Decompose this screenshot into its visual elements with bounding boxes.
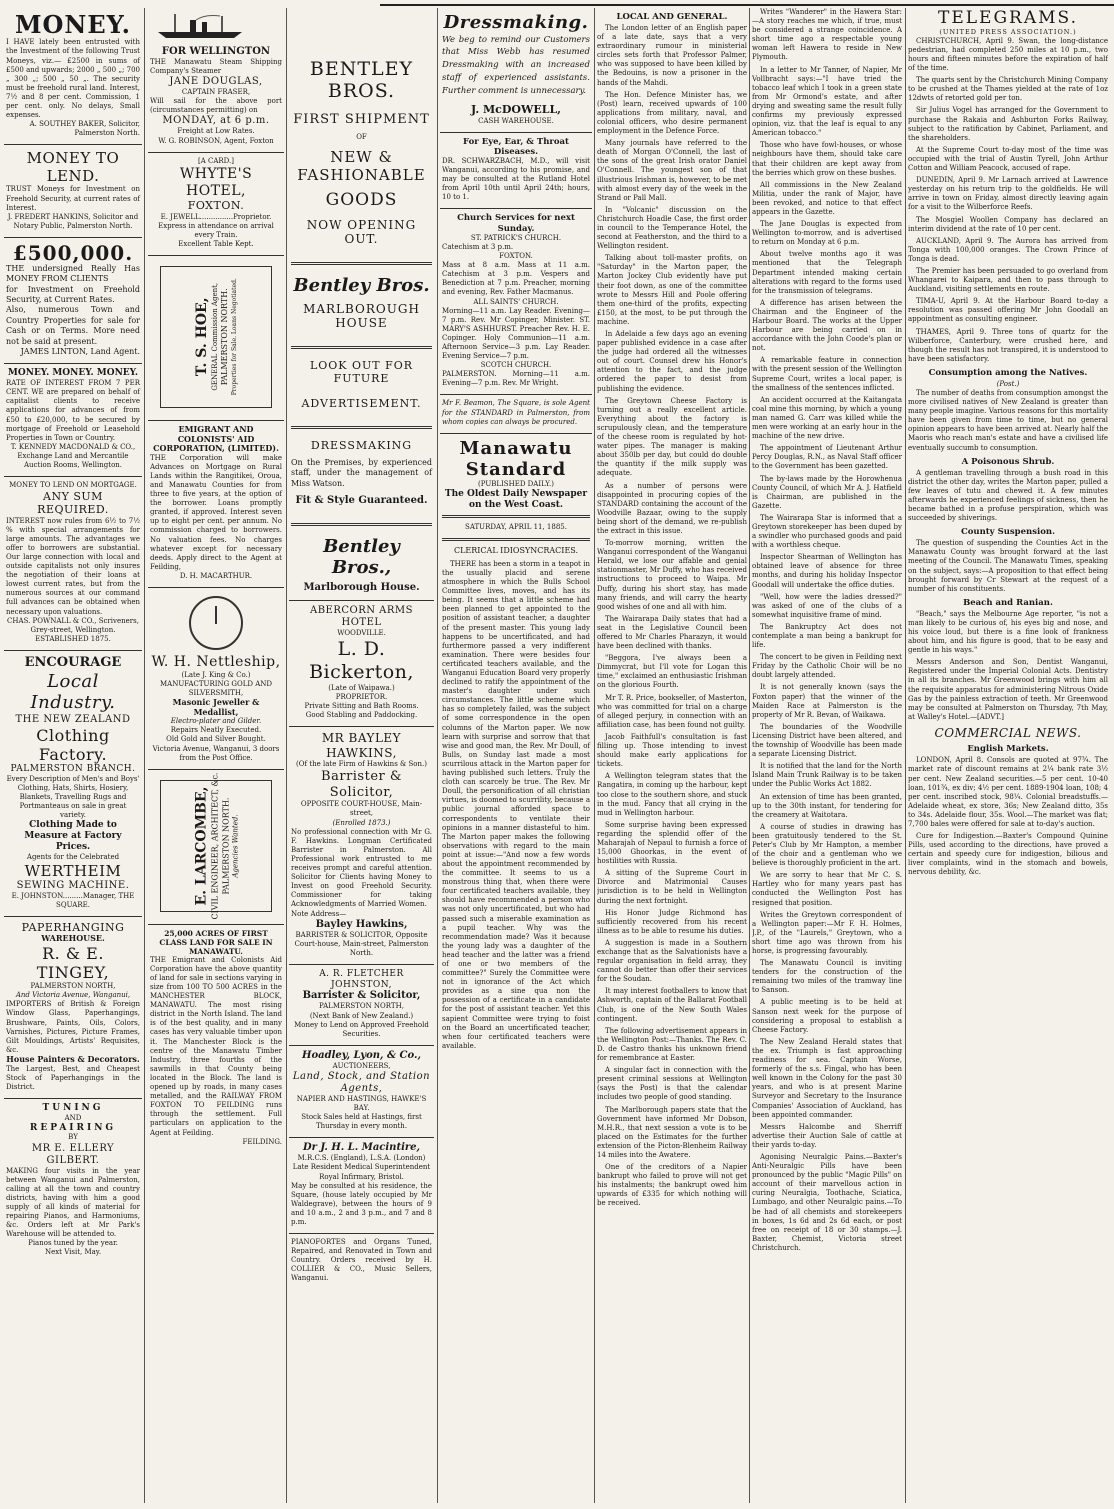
news-paragraph: The Jane Douglas is expected from Wellington to-morrow, and is advertised to return on Monday at 6 p.m. [752, 220, 902, 247]
macintire-body: May be consulted at his residence, the Square, (house lately occupied by Mr Waldegrave), between the hours of 9 and 10 a.m., 2 and 3 p.m., and 7 and 8 p.m. [291, 1181, 432, 1226]
news-paragraph: The Wairarapa Daily states that had a seat in the Legislative Council been offered to Mr Charles Pharazyn, it would have been declined with thanks. [597, 614, 747, 651]
fletcher-place: PALMERSTON NORTH, [319, 1002, 404, 1011]
beach-title: Beach and Ranian. [963, 597, 1053, 608]
news-paragraph: The appointment of Lieutenant Arthur Percy Douglas, R.N., as Naval Staff officer to the Government has been gazetted. [752, 444, 902, 471]
news-paragraph: As a number of persons were disappointed in procuring copies of the STANDARD containing the account of the Woodville Bazaar, owing to the supply being short of the demand, we re-publish the extract in this issue. [597, 481, 747, 535]
pianos-tuned: Pianos tuned by the year. [28, 1239, 118, 1248]
telegram: CHRISTCHURCH, April 9. Swan, the long-distance pedestrian, had completed 250 miles at 10 p.m., two hours and fifteen minutes before the expiration of half of the time. [908, 36, 1108, 73]
bentley-bros-2: Bentley Bros., [323, 536, 400, 579]
hawkins-title: MR BAYLEY HAWKINS, [321, 731, 402, 760]
whytes-express: Express in attendance on arrival every Train. [158, 221, 274, 239]
lend-title: MONEY TO LEND. [26, 149, 120, 186]
column-rule [286, 8, 287, 1503]
news-paragraph: "Beggora, I've always been a Dimmycrat, but I'll vote for Logan this time," exclaimed an enthusiastic Irishman on the glorious Fourth. [597, 654, 747, 690]
larcombe-vertical-box [160, 772, 272, 920]
hoadley-place: NAPIER AND HASTINGS, HAWKE'S BAY. [296, 1094, 427, 1113]
bickerton-rooms: Private Sitting and Bath Rooms. [304, 702, 419, 711]
wertheim: WERTHEIM [24, 861, 122, 880]
news-paragraph: A difference has arisen between the Chairman and the Engineer of the Harbour Board. The works at the Upper Harbour are being carried on in accordance with the John Coode's plan or not. [752, 298, 902, 353]
article-body: THERE has been a storm in a teapot in the usually placid and serene atmosphere in which the Bulls School Committee lives, moves, and has its being. It seems that a little scheme had been planned to get appointed to the position of assistant teacher, a daughter of the present master. This young lady happens to be uncertificated, and had furthermore passed a very indifferent examination. There were besides four certificated teachers available, and the Wanganui Education Board very properly declined to ratify the appointment of the master's daughter under such circumstances. The little scheme which has so completely failed, was the subject of some correspondence in the open columns of the Marton paper. We now learn with surprise and sorrow that that wise and good man, the Rev. Mr Doull, of Bulls, on Sunday last made a most scurrilous attack in the Marton paper for having published such letters. Truly the cloth can scarcely be true. The Rev. Mr Doull, the personification of all christian virtues, is doomed to scurrility, because a public journal afforded space to correspondents to ventilate their opinions in a manner distasteful to him. The Marton paper makes the following observations with regard to the main point at issue:—"And now a few words about the appointment recommended by the committee. It seems to us a monstrous thing that, when there were four certificated teachers available, they should have recommended a person who was not only uncertificated, but who had passed such a miserable examination as a pupil teacher. Why was the recommendation made? Was it because the young lady was a daughter of the head teacher and the latter was a friend of one or two members of the committee?" Surely the Committee were not in ignorance of the Act which provides as a sine qua non the possession of a certificate in a candidate for the post of assistant teacher. Yet this sapient Committee were trying to foist on the Board an uncertificated teacher, when four certificated teachers were available. [442, 559, 590, 1050]
lend-signature: J. FREDERT HANKINS, Solicitor and Notary Public, Palmerston North. [7, 212, 139, 230]
fletcher-name: A. R. FLETCHER JOHNSTON, [319, 968, 404, 990]
news-paragraph: The following advertisement appears in the Wellington Post:—Thanks. The Rev. C. D. de Castro thanks his unknown friend for remembrance at Easter. [597, 1026, 747, 1063]
news-paragraph: To-morrow morning, written the Wanganui correspondent of the Wanganui Herald, we lose our affable and genial stationmaster, Mr Duffy, who has received instructions to proceed to Waipa. Mr Duffy, during his short stay, has made many friends, and will carry the hearty good wishes of one and all with him. [597, 539, 747, 611]
emigrant-title: EMIGRANT AND COLONISTS' AID CORPORATION, (LIMITED). [153, 423, 279, 454]
hoe-vertical-box [160, 266, 272, 408]
news-paragraph: Agonising Neuralgic Pains.—Baxter's Anti-Neuralgic Pills have been pronounced by the public "Magic Pills" on account of their marvellous action in curing Neuralgia, Toothache, Sciatica, Lumbago, and other Neuralgic pains.—To be had of all chemists and storekeepers in boxes, 1s 6d and 2s 6d each, or post free on receipt of 18 or 30 stamps.—J. Baxter, Chemist, Victoria street Christchurch. [752, 1152, 902, 1252]
telegrams-title: TELEGRAMS. [938, 8, 1078, 28]
linton-body-3: Also, numerous Town and Country Properties for sale for Cash or on Terms. More need not be said at present. [6, 305, 140, 346]
news-paragraph: Talking about toll-master profits, on "Saturday" in the Marton paper, the Marton Jockey Club evidently have put their foot down, as one of the committee wrote to Messrs Hill and Poole offering them one-third of the profits, expecting £150, at the most, to be put through the machine. [597, 254, 747, 326]
nettleship-masonic: Masonic Jeweller & Medallist, [172, 697, 260, 717]
ship-captain: CAPTAIN FRASER, [181, 88, 251, 97]
mmm-signature: T. KENNEDY MACDONALD & CO., Exchange Land and Mercantile Auction Rooms, Wellington. [10, 442, 136, 470]
gilbert-ad [4, 1099, 142, 1264]
mmm-body: RATE OF INTEREST FROM 7 PER CENT. WE are prepared on behalf of capitalist clients to receive applications for advances of from £50 to £20,000, to be secured by mortgage of Freehold or Leasehold Properties in Town or Country. [6, 379, 140, 442]
nettleship-name: W. H. Nettleship, [151, 654, 281, 670]
news-paragraph: The New Zealand Herald states that the ex. Triumph is fast approaching readiness for sea. Captain Worse, formerly of the s.s. Fingal, who has been well known in the Colony for the past 30 years, and who is at present Marine Surveyor and Secretary to the Insurance Companies' Association of Auckland, has been appointed commander. [752, 1037, 902, 1119]
news-paragraph: Messrs Halcombe and Sherriff advertise their Auction Sale of cattle at their yards to-day. [752, 1122, 902, 1149]
agents-for: Agents for the Celebrated [26, 852, 120, 861]
english-markets-title: English Markets. [967, 744, 1049, 755]
card: [A CARD.] [197, 156, 234, 165]
any-sum-body: INTEREST now rules from 6½ to 7½ % with special arrangements for large amounts. The advantages we offer to borrowers are substantial. Our large connection with local and outside capitalists not only insures the negotiation of their loans at lowest current rates, but from the numerous sources at our command full advances can be obtained when necessary upon valuations. [6, 516, 140, 616]
hawkins-note: Note Address— [291, 909, 347, 918]
news-paragraph: Mr T. R. Price, bookseller, of Masterton, who was committed for trial on a charge of alleged perjury, in connection with an affiliation case, has been found not guilty. [597, 693, 747, 729]
clock-icon [189, 596, 243, 650]
painters: House Painters & Decorators. [6, 1053, 140, 1064]
money-ad [4, 8, 142, 145]
hawkins-name: Bayley Hawkins, [315, 918, 408, 930]
fletcher-next: (Next Bank of New Zealand.) [309, 1011, 414, 1020]
news-paragraph: Some surprise having been expressed regarding the splendid offer of the Maharajah of Nepaul to furnish a force of 15,000 Ghoorkas, in the event of hostilities with Russia. [597, 820, 747, 866]
abercorn-place: WOODVILLE. [337, 629, 386, 638]
column-rule [905, 8, 906, 1503]
news-paragraph: A singular fact in connection with the present criminal sessions at Wellington (says the Post) is that the calendar includes two people of good standing. [597, 1066, 747, 1102]
hoadley-name: Hoadley, Lyon, & Co., [302, 1049, 421, 1061]
hoe-place: PALMERSTON NORTH. [220, 288, 230, 386]
agent-notice [440, 395, 592, 433]
tingey-place: PALMERSTON NORTH, [30, 982, 116, 991]
news-paragraph: It is not generally known (says the Foxton paper) that the winner of the Maiden Race at Palmerston is the property of Mr R. Bevan, of Waikawa. [752, 683, 902, 719]
news-paragraph: Those who have fowl-houses, or whose neighbours have them, should take care that their children are kept away from the berries which grow on these bushes. [752, 141, 902, 177]
larcombe-agencies: Agencies Wanted. [230, 814, 239, 878]
hoadley-auctioneers: AUCTIONEERS, [332, 1061, 391, 1070]
news-paragraph: The by-laws made by the Horowhenua County Council, of which Mr A. J. Hatfield is Chairman, are published in the Gazette. [752, 474, 902, 510]
st-patricks: ST. PATRICK'S CHURCH. [470, 233, 562, 242]
clothing-factory: Clothing Factory. [36, 725, 110, 764]
encourage: ENCOURAGE [24, 654, 122, 670]
telegrams-sub: (UNITED PRESS ASSOCIATION.) [939, 28, 1077, 37]
hawkins-address: OPPOSITE COURT-HOUSE, Main-street, [300, 800, 423, 818]
larcombe-name: E. LARCOMBE, [192, 786, 209, 906]
bentley-marlborough: MARLBOROUGH HOUSE [303, 302, 420, 331]
nettleship-ad [148, 588, 284, 770]
telegram: Sir Julius Vogel has arranged for the Government to purchase the Rakaia and Ashburton Forks Railway, subject to the ratification by Cabinet, Parliament, and the shareholders. [908, 106, 1108, 142]
masthead-title: Manawatu Standard [459, 437, 573, 480]
all-saints-services: Morning—11 a.m. Lay Reader. Evening—7 p.m. Rev. Mr Copinger, Minister. ST. MARY'S ASHHURST. Preacher Rev. H. E. Copinger. Holy Communion—11 a.m. Afternoon Service—3 p.m. Lay Reader. Evening Service—7 p.m. [442, 306, 590, 361]
linton-ad [4, 238, 142, 365]
nettleship-late: (Late J. King & Co.) [181, 670, 251, 679]
news-paragraph: His Honor Judge Richmond has sufficiently recovered from his recent illness as to be able to resume his duties. [597, 908, 747, 935]
whytes-place: FOXTON. [187, 199, 245, 213]
larcombe-place: PALMERSTON NORTH. [220, 797, 230, 895]
hoe-loans: Properties for Sale. Loans Negotiated. [230, 278, 238, 396]
news-paragraph: We are sorry to hear that Mr C. S. Hartley who for many years past has conducted the Wellington Post has resigned that position. [752, 871, 902, 907]
news-paragraph: One of the creditors of a Napier bankrupt who failed to prove will not get his instalments; the bankrupt owed him upwards of £335 for which nothing will be received. [597, 1163, 747, 1208]
tuning-by: BY [68, 1133, 78, 1142]
issue-date: SATURDAY, APRIL 11, 1885. [465, 523, 567, 532]
news-paragraph: Many journals have referred to the death of Morgan O'Connell, the last of the sons of the great Irish orator Daniel O'Connell. The youngest son of that illustrious Irishman is, however, to be met with almost every day of the week in the Strand or Pall Mall. [597, 139, 747, 202]
ship-body-2: Will sail for the above port (circumstances permitting) on [150, 97, 282, 115]
lend-body: TRUST Moneys for Investment on Freehold Security, at current rates of Interest. [6, 185, 140, 212]
news-paragraph: "Well, how were the ladies dressed?" was asked of one of the clubs of a somewhat inquisitive frame of mind. [752, 592, 902, 619]
news-paragraph: Inspector Shearman of Wellington has obtained leave of absence for three months, and during his holiday Inspector Goodall will undertake the office duties. [752, 553, 902, 589]
sewing-machine: SEWING MACHINE. [16, 879, 130, 891]
nettleship-electro: Electro-plater and Gilder. [170, 717, 262, 726]
palmerston-branch: PALMERSTON BRANCH. [10, 764, 136, 775]
dressmaking-title: DRESSMAKING [310, 439, 413, 453]
news-paragraph: In Adelaide a few days ago an evening paper published evidence in a case after the judge had ordered all the witnesses out of court. Counsel drew his Honor's attention to the fact, and the judge ordered the paper to desist from publishing the evidence. [597, 330, 747, 393]
consumption-source: (Post.) [996, 379, 1020, 388]
big-amount: £500,000. [12, 240, 134, 265]
column-6 [752, 8, 902, 1503]
hawkins-firm: (Of the late Firm of Hawkins & Son.) [296, 760, 427, 769]
news-paragraph: A Wellington telegram states that the Rangatira, in coming up the harbour, kept too close to the southern shore, and stuck in the mud. Fancy that all crying in the mud in Wellington harbour. [597, 772, 747, 817]
bentley-marlborough-2: Marlborough House. [303, 582, 420, 594]
tingey-body: IMPORTERS of British & Foreign Window Glass, Paperhangings, Brushware, Paints, Oils, Colors, Varnishes, Pictures, Picture Frames, Gilt Mouldings, Artists' Requisites, &c. [6, 1000, 140, 1054]
bickerton-role: PROPRIETOR. [335, 693, 388, 702]
tuning: TUNING [42, 1102, 104, 1113]
acres-body: THE Emigrant and Colonists Aid Corporation have the above quantity of land for sale in sections varying in size from 100 TO 500 ACRES in the MANCHESTER BLOCK, MANAWATU. The most rising district in the North Island. The land is of the best quality, and in many cases has very valuable timber upon it. The Manchester Block is the centre of the Manawatu Timber Industry, three fourths of the sawmills in that County being located in the Block. The land is opened up by roads, in many cases metalled, and the RAILWAY FROM FOXTON TO FEILDING runs through the settlement. Full particulars on application to the Agent at Feilding. [150, 955, 282, 1137]
county-body: The question of suspending the Counties Act in the Manawatu County was brought forward at the last meeting of the Council. The Manawatu Times, speaking on the subject, says:—A proposition to that effect being brought forward by Cr Stewart at the request of a number of his constituents. [908, 539, 1108, 593]
hawkins-role: Barrister & Solicitor, [321, 769, 402, 800]
dressmaking-body: On the Premises, by experienced staff, under the management of Miss Watson. [291, 458, 432, 488]
eye-title: For Eye, Ear, & Throat Diseases. [463, 136, 569, 157]
clothing-factory-ad [4, 651, 142, 917]
ship-name: JANE DOUGLAS, [169, 76, 263, 88]
commercial-title: COMMERCIAL NEWS. [934, 725, 1082, 740]
telegram: The Premier has been persuaded to go overland from Whangarei to Kaipara, and then to pass through to Auckland, visiting settlements en route. [908, 266, 1108, 294]
scotch-services: PALMERSTON. Morning—11 a.m. Evening—7 p.m. Rev. Mr Wright. [442, 370, 590, 388]
hoadley-agents: Land, Stock, and Station Agents, [292, 1070, 431, 1094]
tuning-and: AND [64, 1113, 82, 1122]
local-general-body [597, 24, 747, 1209]
news-paragraph: The concert to be given in Feilding next Friday by the Catholic Choir will be no doubt largely attended. [752, 653, 902, 680]
hawkins-enrolled: (Enrolled 1873.) [332, 818, 391, 827]
bayley-hawkins-ad [289, 727, 434, 965]
clothing-made: Clothing Made to Measure at Factory Prices. [24, 820, 122, 852]
tingey-place-2: And Victoria Avenue, Wanganui, [15, 991, 131, 1000]
macintire-ad [289, 1138, 434, 1234]
steamer-ad [148, 8, 284, 153]
macintire-late: Late Resident Medical Superintendent Royal Infirmary, Bristol. [292, 1163, 431, 1181]
money-title: MONEY. [14, 10, 132, 39]
nettleship-trade: MANUFACTURING GOLD AND SILVERSMITH, [159, 679, 273, 697]
emigrant-body: THE Corporation will make Advances on Mortgage on Rural Lands within the Rangitikei, Oroua, and Manawatu Counties for from three to five years, at the option of the borrower. Loans promptly granted, if approved. Interest seven up to eight per cent. per annum. No commission charged to borrowers. No valuation fees. No charges whatever except for necessary deeds. Apply direct to the Agent at Feilding, [150, 453, 282, 571]
bickerton-name: L. D. Bickerton, [309, 638, 414, 684]
bentley-new: NEW & FASHIONABLE [297, 148, 426, 185]
warehouse: WAREHOUSE. [41, 933, 105, 944]
hoe-agent: GENERAL Commission Agent, [211, 283, 220, 391]
news-paragraph: A remarkable feature in connection with the present session of the Wellington Supreme Court, writes a local paper, is the smallness of the sentences inflicted. [752, 356, 902, 392]
mcdowell-name: J. McDOWELL, [470, 103, 562, 117]
telegram: At the Supreme Court to-day most of the time was occupied with the trial of Austin Tyrell, John Arthur Cotton and William Peacock, accused of rape. [908, 145, 1108, 173]
news-paragraph: The Wairarapa Star is informed that a Greytown storekeeper has been duped by a swindler who purchased goods and paid with a worthless cheque. [752, 513, 902, 550]
hawkins-body: No professional connection with Mr G. F. Hawkins. Longman Certificated Barrister in Palmerston. All Professional work entrusted to me receives prompt and careful attention. Solicitor for Clients having Money to Invest on good Freehold Security. Commissioner for taking Acknowledgments of Married Women. [291, 827, 432, 909]
dentist-body: Messrs Anderson and Son, Dentist Wanganui, Registered under the Imperial Colonial Acts. Dentistry in all its branches. Mr Greenwood brings with him all the requisite apparatus for administering Nitrous Oxide Gas by the painless extraction of teeth. Mr Greenwood may be consulted at Palmerston on Thursday, 7th May, at Walley's Hotel.—[ADVT.] [908, 658, 1108, 721]
news-paragraph: The London letter of an English paper of a late date, says that a very extraordinary rumour in ministerial circles sets forth that Professor Palmer, who was supposed to have been killed by the Bedouins, is now a prisoner in the hands of the Mahdi. [597, 24, 747, 87]
telegram: The Mosgiel Woollen Company has declared an interim dividend at the rate of 10 per cent. [908, 215, 1108, 233]
macintire-name: Dr J. H. L. Macintire, [303, 1142, 420, 1154]
local-industry: Local Industry. [30, 670, 116, 714]
news-paragraph: The Hon. Defence Minister has, we (Post) learn, received upwards of 100 applications from military, naval, and colonial officers, who desire permanent employment in the Defence Force. [597, 90, 747, 136]
ship-body: THE Manawatu Steam Shipping Company's Steamer [150, 58, 282, 76]
whytes-hotel-ad [148, 153, 284, 256]
news-paragraph: It may interest footballers to know that Ashworth, captain of the Ballarat Football Club, is one of the New South Wales contingent. [597, 987, 747, 1023]
markets-body: LONDON, April 8. Consols are quoted at 97¾. The market rate of discount remains at 2¼ bank rate 3½ per cent. New Zealand securities.—5 per cent. 10-40 loan, 101¾, ex div; 4½ per cent. 1889-1904 loan, 108; 4 per cent. inscribed stock, 98¼. Colonial breadstuffs.—Adelaide wheat, ex store, 36s; New Zealand ditto, 35s to 34s. Adelaide flour, 35s. Wool.—The market was flat; 7,700 bales were offered for sale at to-day's auction. [908, 756, 1108, 828]
bentley-of: OF [356, 133, 367, 141]
mortgage-title: MONEY TO LEND ON MORTGAGE. [9, 481, 137, 490]
news-paragraph: The Manawatu Council is inviting tenders for the construction of the remaining two miles of the tramway line to Sanson. [752, 959, 902, 995]
hawkins-sig: BARRISTER & SOLICITOR, Opposite Court-house, Main-street, Palmerston North. [294, 930, 429, 957]
webb-title: Dressmaking. [443, 12, 589, 33]
hoadley-ad [289, 1046, 434, 1138]
gilbert-name: MR E. ELLERY GILBERT. [31, 1142, 115, 1166]
column-rule [749, 8, 750, 1503]
news-paragraph: A course of studies in drawing has been gratuitously tendered to the St. Peter's Club by Mr Hampton, a member of the choir and a gentleman who we believe is thoroughly proficient in the art. [752, 822, 902, 868]
news-column-6 [752, 8, 902, 1253]
macdonald-ad [4, 364, 142, 477]
hoe-name: T. S. HOE, [194, 297, 211, 377]
new-zealand: THE NEW ZEALAND [15, 713, 131, 725]
webb-body: We beg to remind our Customers that Miss Webb has resumed Dressmaking with an increased staff of experienced assistants. Further comment is unnecessary. [442, 34, 590, 96]
bentley-shipment: FIRST SHIPMENT [293, 112, 430, 127]
church-services [440, 209, 592, 395]
scotch-church: SCOTCH CHURCH. [480, 361, 552, 370]
news-paragraph: About twelve months ago it was mentioned that the Telegraph Department intended making certain alterations with regard to the forms used for the transmission of telegrams. [752, 250, 902, 295]
webb-ad [440, 8, 592, 133]
news-paragraph: The boundaries of the Woodville Licensing District have been altered, and the township of Woodville has been made a separate Licensing District. [752, 722, 902, 759]
ship-agent: W. G. ROBINSON, Agent, Foxton [158, 136, 274, 145]
church-title: Church Services for next Sunday. [457, 213, 575, 234]
acres-signature: FEILDING. [242, 1137, 282, 1146]
column-1 [4, 8, 142, 1503]
money-body: I HAVE lately been entrusted with the Investment of the following Trust Moneys, viz.— £2500 in sums of £500 and upwards; 2000 „ 500 „; 700 „ 300 „; 500 „ 50 „. The security must be freehold rural land. Interest, 7½ and 8 per cent. Commission, 1 per cent. only. No delays, Small expenses. [6, 38, 140, 120]
news-paragraph: An extension of time has been granted, up to the 30th instant, for tendering for the creamery at Waitotara. [752, 792, 902, 819]
column-rule [594, 8, 595, 1503]
telegram: AUCKLAND, April 9. The Aurora has arrived from Tonga with 100,000 oranges. The Crown Prince of Tonga is dead. [908, 236, 1108, 263]
telegram: The quarts sent by the Christchurch Mining Company to be crushed at the Thames yielded at the rate of 1oz 12dwts of retorted gold per ton. [908, 76, 1108, 103]
bentley-opening: NOW OPENING OUT. [306, 218, 417, 247]
nettleship-gold: Old Gold and Silver Bought. [166, 735, 266, 744]
foxton-services: Mass at 8 a.m. Mass at 11 a.m. Catechism at 3 p.m. Vespers and Benediction at 7 p.m. Preacher, morning and evening, Rev. Father Macmanus. [442, 261, 590, 297]
eye-body: DR. SCHWARZBACH, M.D., will visit Wanganui, according to his promise, and may be consulted at the Rutland Hotel from April 10th until April 24th; hours, 10 to 1. [442, 157, 590, 202]
masthead-oldest: The Oldest Daily Newspaper on the West Coast. [444, 488, 588, 510]
masthead-published: (PUBLISHED DAILY.) [478, 479, 554, 488]
column-rule [144, 8, 145, 1503]
hoadley-sales: Stock Sales held at Hastings, first Thursday in every month. [301, 1113, 422, 1131]
news-paragraph: Writes the Greytown correspondent of a Wellington paper:—Mr F. H. Holmes, J.P., of the "Laurels," Greytown, who a short time ago was thrown from his horse, is progressing favourably. [752, 910, 902, 955]
indigestion-body: Cure for Indigestion.—Baxter's Compound Quinine Pills, used according to the directions, have proved a certain and speedy cure for indigestion, bilious and liver complaints, wind in the stomach and bowels, nervous debility, &c. [908, 832, 1108, 877]
paperhanging: PAPERHANGING [21, 921, 125, 935]
column-rule [437, 8, 438, 1503]
gilbert-body: MAKING four visits in the year between Wanganui and Palmerston, calling at all the town and country districts, having with him a good supply of all kinds of material for repairing Pianos, and Harmoniums, &c. Orders left at Mr Park's Warehouse will be attended to. [6, 1166, 140, 1239]
column-2 [148, 8, 284, 1503]
foxton: FOXTON. [499, 252, 533, 261]
bentley-title: BENTLEY BROS. [309, 58, 414, 102]
acres-ad [148, 925, 284, 1153]
pownall-ad [4, 477, 142, 651]
tingey-ad [4, 917, 142, 1099]
emigrant-ad [148, 421, 284, 588]
emigrant-signature: D. H. MACARTHUR. [179, 571, 253, 580]
telegram: THAMES, April 9. Three tons of quartz for the Wilberforce, Canterbury, were crushed here, and though the result has not transpired, it is understood to have been satisfactory. [908, 327, 1108, 363]
news-paragraph: A sitting of the Supreme Court in Divorce and Matrimonial Causes jurisdiction is to be held in Wellington during the next fortnight. [597, 869, 747, 905]
hoe-ad [148, 256, 284, 421]
fit-style: Fit & Style Guaranteed. [295, 495, 428, 507]
all-saints: ALL SAINTS' CHURCH. [473, 297, 559, 306]
bentley-ad [289, 8, 434, 601]
whytes-title: WHYTE'S HOTEL, [179, 165, 253, 199]
linton-body-1: THE undersigned Really Has MONEY FROM CLIENTS [6, 263, 140, 284]
tingey-stock: The Largest, Best, and Cheapest Stock of Paperhangings in the District. [6, 1064, 140, 1091]
news-paragraph: Jacob Faithfull's consultation is fast filling up. Those intending to invest should make early applications for tickets. [597, 732, 747, 769]
bickerton-late: (Late of Waipawa.) [328, 683, 395, 692]
mmm-title: MONEY. MONEY. MONEY. [7, 368, 139, 379]
fletcher-money: Money to Lend on Approved Freehold Securities. [294, 1020, 429, 1038]
news-paragraph: An accident occurred at the Kaitangata coal mine this morning, by which a young man named G. Carr was killed while the men were working at an early hour in the machine of the new drive. [752, 395, 902, 441]
consumption-title: Consumption among the Natives. [928, 367, 1088, 378]
county-title: County Suspension. [960, 527, 1056, 538]
whytes-table: Excellent Table Kept. [178, 239, 254, 248]
article-title: CLERICAL IDIOSYNCRACIES. [453, 545, 579, 555]
news-paragraph: The Marlborough papers state that the Government have informed Mr Dobson, M.H.R., that next session a vote is to be placed on the Estimates for the further extension of the Picton-Blenheim Railway 14 miles into the Awatere. [597, 1105, 747, 1159]
shrub-body: A gentleman travelling through a bush road in this district the other day, writes the Marton paper, pulled a few leaves of tutu and chewed it. A few minutes afterwards he experienced feelings of sickness, then he became bathed in a profuse perspiration, which was succeeded by shiverings. [908, 468, 1108, 523]
consumption-body: The number of deaths from consumption amongst the more civilised natives of New Zealand is greater than many people imagine. Various reasons for this mortality have been given from time to time, but no general opinion appears to have been arrived at. Nearly half the Maoris who reach man's estate and have a civilised life eventually succumb to consumption. [908, 389, 1108, 452]
bentley-bros: Bentley Bros. [293, 275, 430, 297]
macintire-qual: M.R.C.S. (England), L.S.A. (London) [297, 1154, 426, 1163]
ship-heading: FOR WELLINGTON [161, 46, 271, 57]
column-3 [289, 8, 434, 1503]
repairing: REPAIRING [29, 1122, 117, 1133]
column-7 [908, 8, 1108, 1503]
news-paragraph: It is notified that the land for the North Island Main Trunk Railway is to be taken under the Public Works Act 1882. [752, 762, 902, 789]
column-4 [440, 8, 592, 1503]
look-out: LOOK OUT FOR FUTURE [309, 359, 414, 386]
bentley-goods: GOODS [325, 190, 398, 211]
abercorn-title: ABERCORN ARMS HOTEL [309, 605, 414, 629]
agent-body: Mr F. Beamon, The Square, is sole Agent for the STANDARD in Palmerston, from whom copies can always be procured. [442, 399, 590, 426]
nettleship-repairs: Repairs Neatly Executed. [170, 726, 262, 735]
news-paragraph: A public meeting is to be held at Sanson next week for the purpose of considering a proposal to establish a Cheese Factory. [752, 998, 902, 1034]
clothing-signature: E. JOHNSTON.........Manager, THE SQUARE. [11, 891, 135, 909]
news-paragraph: The Bankruptcy Act does not contemplate a man being a bankrupt for life. [752, 622, 902, 650]
beach-body: "Beach," says the Melbourne Age reporter, "is not a man likely to be curious of, his eyes big and nose, and his voice loud, but there is a fine look of frankness about him, and his figure is good, that to be easy and gentle in his ways." [908, 609, 1108, 655]
bickerton-stabling: Good Stabling and Paddocking. [305, 711, 418, 720]
telegram: TIMA-U, April 9. At the Harbour Board to-day a resolution was passed offering Mr John Goodall an appointment as consulting engineer. [908, 297, 1108, 324]
linton-signature: JAMES LINTON, Land Agent. [20, 347, 140, 357]
money-signature: A. SOUTHEY BAKER, Solicitor, Palmerston North. [29, 120, 140, 138]
next-visit: Next Visit, May. [44, 1248, 102, 1257]
linton-body-2: for Investment on Freehold Security, at Current Rates. [6, 284, 140, 305]
lend-ad [4, 145, 142, 237]
shrub-title: A Poisonous Shrub. [961, 456, 1055, 467]
collier-ad [289, 1234, 434, 1289]
news-paragraph: A suggestion is made in a Southern exchange that as the Salvationists have a regular organisation in field array, they cannot do better than offer their services for the Soudan. [597, 938, 747, 984]
tingey-name: R. & E. TINGEY, [36, 943, 110, 982]
whytes-proprietor: E. JEWELL...............Proprietor. [160, 212, 272, 221]
news-paragraph: Writes "Wanderer" in the Hawera Star:—A story reaches me which, if true, must be considered a strange coincidence. A short time ago a respectable young woman left Hawera to reside in New Plymouth. [752, 8, 902, 62]
local-general-title: LOCAL AND GENERAL. [616, 12, 728, 22]
mcdowell-warehouse: CASH WAREHOUSE. [478, 116, 554, 125]
collier-body: PIANOFORTES and Organs Tuned, Repaired, and Renovated in Town and Country. Orders received by H. COLLIER & CO., Music Sellers, Wanganui. [291, 1238, 432, 1283]
nettleship-address: Victoria Avenue, Wanganui, 3 doors from the Post Office. [152, 744, 280, 762]
telegrams-body [908, 37, 1108, 364]
ship-sailing: MONDAY, at 6 p.m. [162, 115, 270, 127]
fletcher-ad [289, 965, 434, 1046]
masthead [440, 434, 592, 1058]
clothing-body: Every Description of Men's and Boys' Clothing, Hats, Shirts, Hosiery, Blankets, Travelling Rugs and Portmanteaus on sale in great variety. [6, 774, 140, 820]
news-paragraph: In "Volcanic" discussion on the Christchurch Hoadle Case, the first order in council to the Temperance Hotel, the second at Featherston, and the third to a Wellington resident. [597, 205, 747, 251]
any-sum-title: ANY SUM REQUIRED. [37, 490, 109, 517]
catechism: Catechism at 3 p.m. [442, 242, 514, 251]
advertisement: ADVERTISEMENT. [301, 397, 422, 411]
news-paragraph: All commissions in the New Zealand Militia, under the rank of Major, have been revoked, and notice to that effect appears in the Gazette. [752, 180, 902, 216]
schwarzbach-ad [440, 133, 592, 210]
news-paragraph: In a letter to Mr Tanner, of Napier, Mr Vollbracht says:—"I have tried the tobacco leaf which I took in a green state from Mr Ormond's estate, and after drying and sweating same the result fully confirms my previously expressed opinion, viz. that the leaf is equal to any American tobacco." [752, 65, 902, 138]
steamship-icon [150, 12, 250, 40]
telegram: DUNEDIN, April 9. Mr Larnach arrived at Lawrence yesterday on his return trip to the goldfields. He will arrive in town on Friday, almost directly leaving again for a visit to the Wilberforce Reefs. [908, 176, 1108, 212]
column-5 [597, 8, 747, 1503]
larcombe-ad [148, 770, 284, 925]
acres-title: 25,000 ACRES OF FIRST CLASS LAND FOR SALE IN MANAWATU. [159, 928, 273, 956]
abercorn-ad [289, 601, 434, 727]
larcombe-role: CIVIL ENGINEER, ARCHITECT, &c. [210, 772, 220, 920]
any-sum-signature: CHAS. POWNALL & CO., Scriveners, Grey-street, Wellington. ESTABLISHED 1875. [7, 616, 139, 643]
fletcher-role: Barrister & Solicitor, [302, 990, 421, 1002]
news-paragraph: The Greytown Cheese Factory is turning out a really excellent article. Everything about the factory is scrupulously clean, and the temperature of the cheese room is regulated by hot-water pipes. The manager is making about 350lb per day, but could do double the quantity if the milk supply was adequate. [597, 396, 747, 478]
ship-freight: Freight at Low Rates. [177, 127, 255, 136]
